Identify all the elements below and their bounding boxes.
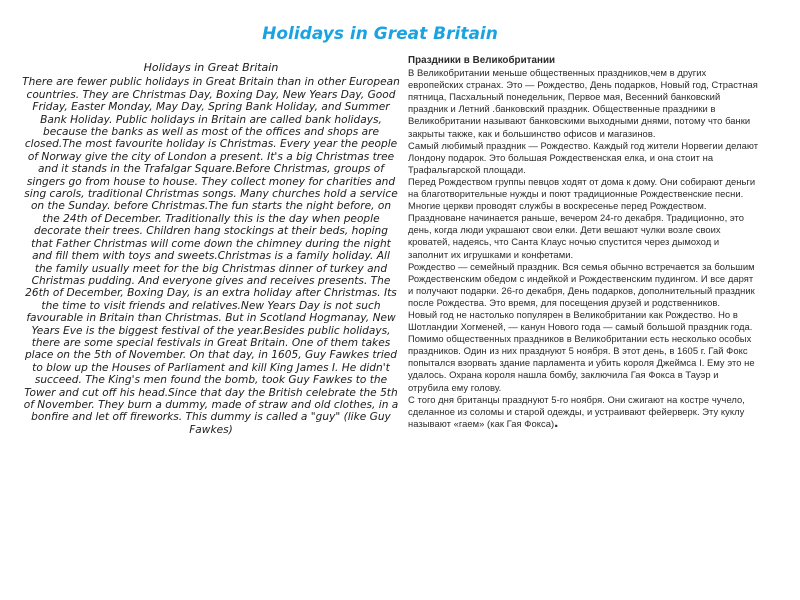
russian-title: Праздники в Великобритании <box>408 55 556 66</box>
russian-body-text: В Великобритании меньше общественных праздников,чем в других европейских странах. Это — Рождество, День подарков, Новый год, Страстная пятница, Пасхальный понедельник, Первое мая, Весенний банковский праздник и Летний .банковский праздник. Общественные праздники в Великобритании называют банковскими выходными днями, потому что банки закрыты также, как и большинство офисов и магазинов. Самый любимый праздник — Рождество. Каждый год жители Норвегии делают Лондону подарок. Это большая Рождественская елка, и она стоит на Трафальгарской площади. Перед Рождеством группы певцов ходят от дома к дому. Они собирают деньги на благотворительные нужды и поют традиционные Рождественские песни. Многие церкви проводят службы в воскресенье перед Рождеством. Праздноване начинается раньше, вечером 24-го декабря. Традиционно, это день, когда люди украшают свои елки. Дети вешают чулки возле своих кроватей, надеясь, что Санта Клаус ночью спустится через дымоход и заполнит их игрушками и конфетами. Рождество — семейный праздник. Вся семья обычно встречается за большим Рождественским обедом с индейкой и Рождественским пудингом. И все дарят и получают подарки. 26-го декабря, День подарков, дополнительный праздник после Рождества. Это время, для посещения друзей и родственников. Новый год не настолько популярен в Великобритании как Рождество. Но в Шотландии Хогменей, — канун Нового года — самый большой праздник года. Помимо общественных праздников в Великобритании есть несколько особых праздников. Один из них празднуют 5 ноября. В этот день, в 1605 г. Гай Фокс попытался взорвать здание парламента и убить короля Джеймса I. Ему это не удалось. Охрана короля нашла бомбу, заключила Гая Фокса в Тауэр и отрубила ему голову. С того дня британцы празднуют 5-го ноября. Они сжигают на костре чучело, сделанное из соломы и старой одежды, и устраивают фейерверк. Эту куклу называют «гаем» (как Гая Фокса) <box>408 67 759 429</box>
russian-text-column <box>408 55 760 430</box>
russian-end-mark: . <box>554 413 559 431</box>
russian-body <box>408 67 760 430</box>
english-title: Holidays in Great Britain <box>143 61 279 74</box>
english-text-column <box>22 62 400 436</box>
slide-title: Holidays in Great Britain <box>262 24 498 44</box>
english-body: There are fewer public holidays in Great Britain than in other European countries. They are Christmas Day, Boxing Day, New Years Day, Good Friday, Easter Monday, May Day, Spring Bank Holiday, and Summer Bank Holiday. Public holidays in Britain are called bank holidays, because the banks as well as most of the offices and shops are closed.The most favourite holiday is Christmas. Every year the people of Norway give the city of London a present. It's a big Christmas tree and it stands in the Trafalgar Square.Before Christmas, groups of singers go from house to house. They collect money for charities and sing carols, traditional Christmas songs. Many churches hold a service on the Sunday. before Christmas.The fun starts the night before, on the 24th of December. Traditionally this is the day when people decorate their trees. Children hang stockings at their beds, hoping that Father Christmas will come down the chimney during the night and fill them with toys and sweets.Christmas is a family holiday. All the family usually meet for the big Christmas dinner of turkey and Christmas pudding. And everyone gives and receives presents. The 26th of December, Boxing Day, is an extra holiday after Christmas. Its the time to visit friends and relatives.New Years Day is not such favourable in Britain than Christmas. But in Scotland Hogmanay, New Years Eve is the biggest festival of the year.Besides public holidays, there are some special festivals in Great Britain. One of them takes place on the 5th of November. On that day, in 1605, Guy Fawkes tried to blow up the Houses of Parliament and kill King James I. He didn't succeed. The King's men found the bomb, took Guy Fawkes to the Tower and cut off his head.Since that day the British celebrate the 5th of November. They burn a dummy, made of straw and old clothes, in a bonfire and let off fireworks. This dummy is called a "guy" (like Guy Fawkes) <box>22 76 400 436</box>
